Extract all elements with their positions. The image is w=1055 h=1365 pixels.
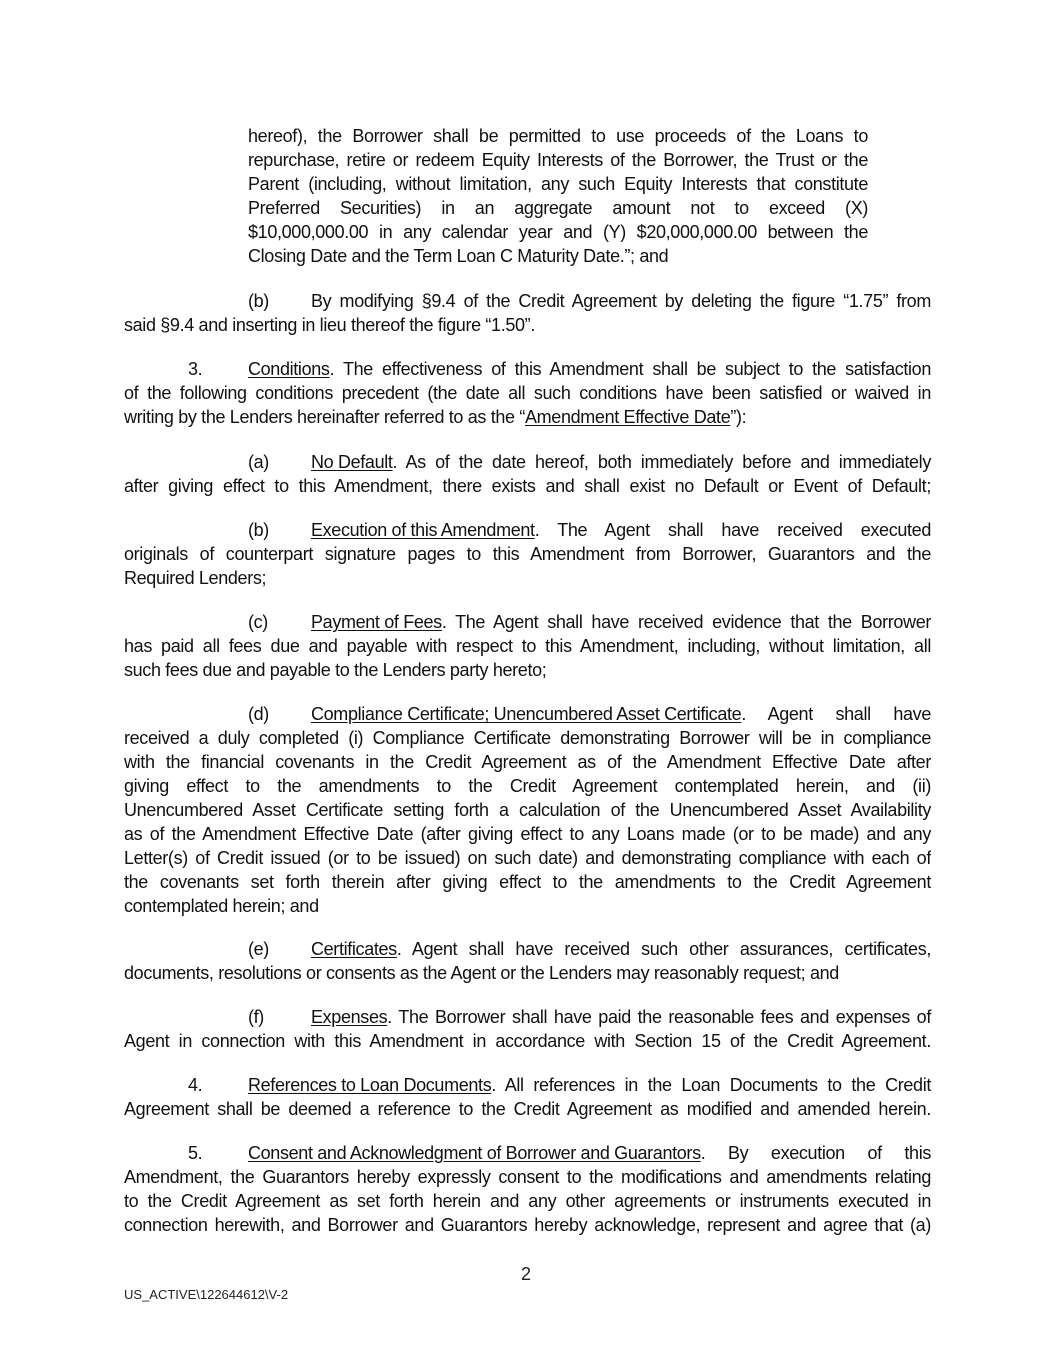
section-heading: References to Loan Documents [248, 1075, 492, 1095]
text-line: $10,000,000.00 in any calendar year and (Y) $20,000,000.00 between the [248, 222, 868, 242]
text-line: of the following conditions precedent (the date all such conditions have been satisfied or waived in [124, 383, 931, 403]
item-label: (a) [248, 452, 269, 472]
text-line: Agent in connection with this Amendment in accordance with Section 15 of the Credit Agreement. [124, 1031, 931, 1051]
item-first-line [311, 702, 931, 726]
item-first-line [311, 1005, 931, 1029]
text-line: contemplated herein; and [124, 896, 319, 916]
section-first-line [248, 1073, 931, 1097]
text-span: . The Agent shall have received evidence that the Borrower [441, 612, 931, 632]
item-heading: No Default [311, 452, 393, 472]
text-line: has paid all fees due and payable with respect to this Amendment, including, without limitation, all [124, 636, 931, 656]
item-label: (d) [248, 704, 269, 724]
text-line: Closing Date and the Term Loan C Maturity Date.”; and [248, 246, 669, 266]
section-number: 3. [188, 359, 203, 379]
text-line: By modifying §9.4 of the Credit Agreement by deleting the figure “1.75” from [311, 291, 931, 311]
text-line: repurchase, retire or redeem Equity Interests of the Borrower, the Trust or the [248, 150, 868, 170]
page-number: 2 [521, 1264, 531, 1284]
item-label: (e) [248, 939, 269, 959]
text-span: . All references in the Loan Documents to the Credit [491, 1075, 931, 1095]
text-line: documents, resolutions or consents as the Agent or the Lenders may reasonably request; and [124, 963, 839, 983]
text-line: Agreement shall be deemed a reference to the Credit Agreement as modified and amended herein. [124, 1099, 931, 1119]
section-heading: Consent and Acknowledgment of Borrower and Guarantors [248, 1143, 701, 1163]
item-label: (c) [248, 612, 268, 632]
item-first-line [311, 610, 931, 634]
item-label: (f) [248, 1007, 264, 1027]
text-line: such fees due and payable to the Lenders party hereto; [124, 660, 547, 680]
text-span: ”): [730, 407, 747, 427]
item-heading: Compliance Certificate; Unencumbered Asset Certificate [311, 704, 742, 724]
text-line: with the financial covenants in the Credit Agreement as of the Amendment Effective Date after [124, 752, 931, 772]
text-line: Parent (including, without limitation, any such Equity Interests that constitute [248, 174, 868, 194]
text-line: after giving effect to this Amendment, there exists and shall exist no Default or Event of Default; [124, 476, 931, 496]
text-span: writing by the Lenders hereinafter referred to as the “ [124, 407, 525, 427]
text-line: Preferred Securities) in an aggregate amount not to exceed (X) [248, 198, 868, 218]
text-span: . By execution of this [700, 1143, 931, 1163]
text-line: received a duly completed (i) Compliance Certificate demonstrating Borrower will be in compliance [124, 728, 931, 748]
item-first-line [311, 518, 931, 542]
document-id-footer: US_ACTIVE\122644612\V-2 [124, 1287, 289, 1302]
section-number: 4. [188, 1075, 203, 1095]
text-line: the covenants set forth therein after giving effect to the amendments to the Credit Agreement [124, 872, 931, 892]
item-heading: Execution of this Amendment [311, 520, 535, 540]
text-line: Amendment, the Guarantors hereby expressly consent to the modifications and amendments relating [124, 1167, 931, 1187]
text-span: . The effectiveness of this Amendment shall be subject to the satisfaction [329, 359, 931, 379]
item-heading: Expenses [311, 1007, 388, 1027]
text-line: Required Lenders; [124, 568, 267, 588]
section-first-line [248, 357, 931, 381]
text-span: . Agent shall have received such other assurances, certificates, [396, 939, 931, 959]
item-first-line [311, 450, 931, 474]
item-label: (b) [248, 291, 269, 311]
item-label: (b) [248, 520, 269, 540]
text-span: . The Borrower shall have paid the reasonable fees and expenses of [387, 1007, 931, 1027]
text-line: as of the Amendment Effective Date (after giving effect to any Loans made (or to be made) and any [124, 824, 931, 844]
text-line: Unencumbered Asset Certificate setting forth a calculation of the Unencumbered Asset Availability [124, 800, 931, 820]
text-line: Letter(s) of Credit issued (or to be issued) on such date) and demonstrating compliance with each of [124, 848, 931, 868]
text-line: originals of counterpart signature pages to this Amendment from Borrower, Guarantors and the [124, 544, 931, 564]
text-line [124, 405, 746, 429]
text-line: hereof), the Borrower shall be permitted to use proceeds of the Loans to [248, 126, 868, 146]
item-heading: Certificates [311, 939, 397, 959]
section-first-line [248, 1141, 931, 1165]
text-line: connection herewith, and Borrower and Guarantors hereby acknowledge, represent and agree that (a) [124, 1215, 931, 1235]
defined-term: Amendment Effective Date [524, 407, 731, 427]
section-number: 5. [188, 1143, 203, 1163]
section-heading: Conditions [248, 359, 330, 379]
item-heading: Payment of Fees [311, 612, 442, 632]
text-span: . Agent shall have [741, 704, 931, 724]
text-span: . The Agent shall have received executed [534, 520, 931, 540]
text-span: . As of the date hereof, both immediately before and immediately [392, 452, 931, 472]
text-line: to the Credit Agreement as set forth herein and any other agreements or instruments executed in [124, 1191, 931, 1211]
text-line: giving effect to the amendments to the Credit Agreement contemplated herein, and (ii) [124, 776, 931, 796]
item-first-line [311, 937, 931, 961]
text-line: said §9.4 and inserting in lieu thereof the figure “1.50”. [124, 315, 535, 335]
